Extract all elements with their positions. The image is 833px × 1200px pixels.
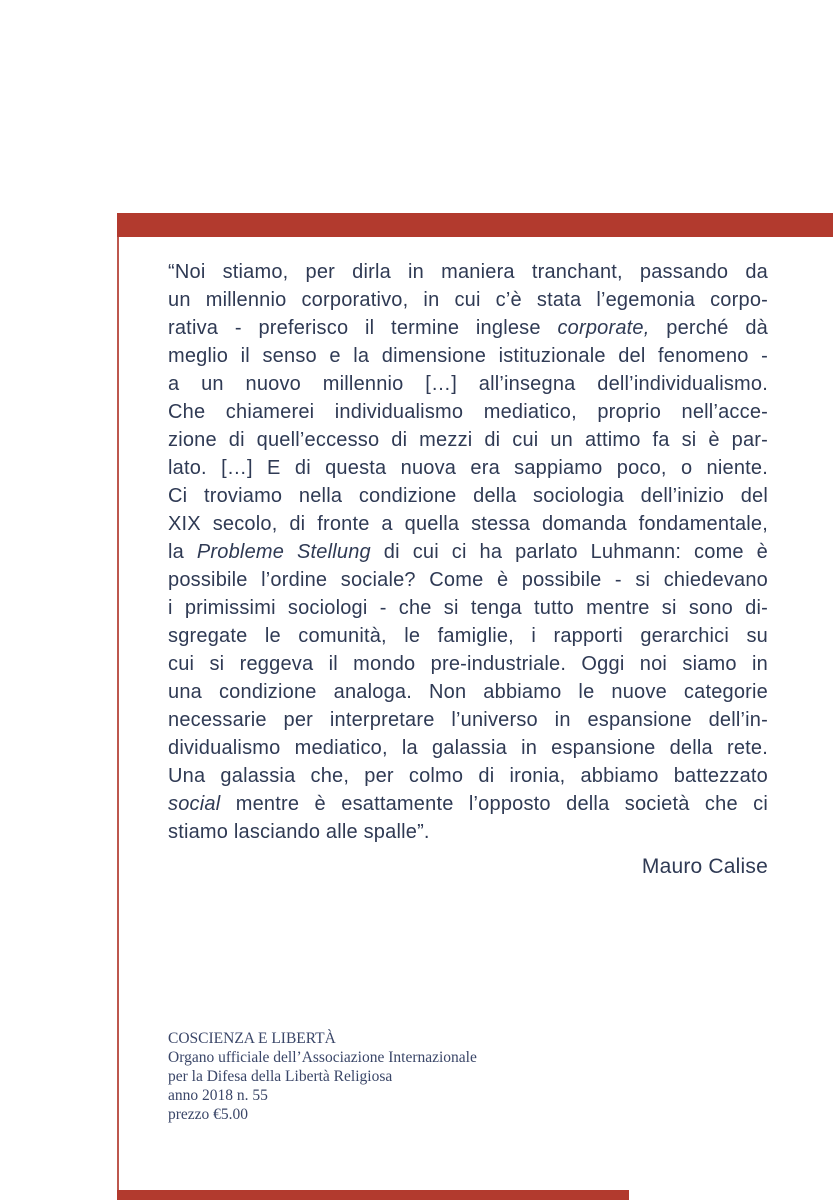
publication-title: COSCIENZA E LIBERTÀ [168, 1030, 336, 1047]
quote-line: social mentre è esattamente l’opposto della società che ci [168, 793, 768, 815]
quote-block [168, 258, 768, 846]
left-margin-rule [117, 213, 119, 1200]
quote-line: meglio il senso e la dimensione istituzionale del fenomeno - [168, 345, 768, 367]
quote-line: sgregate le comunità, le famiglie, i rapporti gerarchici su [168, 625, 768, 647]
quote-lines [168, 258, 768, 846]
quote-line: i primissimi sociologi - che si tenga tutto mentre si sono di- [168, 597, 768, 619]
quote-line: stiamo lasciando alle spalle”. [168, 821, 430, 843]
quote-line: dividualismo mediatico, la galassia in espansione della rete. [168, 737, 768, 759]
quote-line: lato. […] E di questa nuova era sappiamo poco, o niente. [168, 457, 768, 479]
quote-line: la Probleme Stellung di cui ci ha parlato Luhmann: come è [168, 541, 769, 563]
quote-line: “Noi stiamo, per dirla in maniera tranchant, passando da [168, 261, 768, 283]
quote-line: a un nuovo millennio […] all’insegna dell’individualismo. [168, 373, 768, 395]
quote-line: possibile l’ordine sociale? Come è possibile - si chiedevano [168, 569, 768, 591]
top-accent-bar [117, 213, 833, 237]
publication-organization-line2: per la Difesa della Libertà Religiosa [168, 1068, 393, 1085]
quote-line: rativa - preferisco il termine inglese corporate, perché dà [168, 317, 768, 339]
quote-line: necessarie per interpretare l’universo in espansione dell’in- [168, 709, 768, 731]
bottom-accent-bar [117, 1190, 629, 1200]
publication-issue: anno 2018 n. 55 [168, 1087, 268, 1104]
publication-organization-line1: Organo ufficiale dell’Associazione Internazionale [168, 1049, 477, 1066]
quote-line: zione di quell’eccesso di mezzi di cui un attimo fa si è par- [168, 429, 768, 451]
publication-price: prezzo €5.00 [168, 1106, 249, 1123]
quote-line: Che chiamerei individualismo mediatico, proprio nell’acce- [168, 401, 768, 423]
quote-attribution: Mauro Calise [641, 855, 768, 878]
quote-line: un millennio corporativo, in cui c’è stata l’egemonia corpo- [168, 289, 768, 311]
quote-line: Una galassia che, per colmo di ironia, abbiamo battezzato [168, 765, 768, 787]
quote-line: una condizione analoga. Non abbiamo le nuove categorie [168, 681, 768, 703]
quote-line: Ci troviamo nella condizione della sociologia dell’inizio del [168, 485, 768, 507]
publication-info [168, 1029, 588, 1124]
quote-line: XIX secolo, di fronte a quella stessa domanda fondamentale, [168, 513, 768, 535]
quote-line: cui si reggeva il mondo pre-industriale. Oggi noi siamo in [168, 653, 768, 675]
